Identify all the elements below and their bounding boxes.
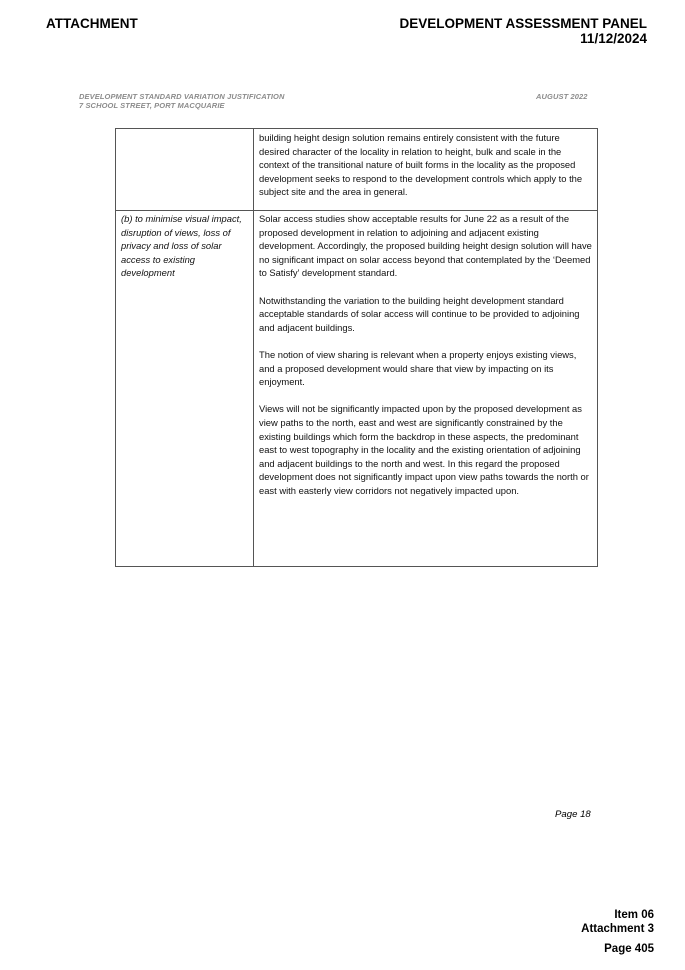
footer-page: Page 405: [604, 943, 654, 955]
doc-date: AUGUST 2022: [536, 92, 588, 101]
attachment-label: ATTACHMENT: [46, 16, 138, 31]
page-number: Page 18: [555, 809, 591, 820]
panel-title: DEVELOPMENT ASSESSMENT PANEL: [399, 16, 647, 31]
objective-cell: (b) to minimise visual impact, disruption of views, loss of privacy and loss of solar access to existing development: [116, 211, 254, 567]
response-cell: [254, 129, 598, 211]
doc-header-left: [79, 92, 285, 110]
response-paragraph: Views will not be significantly impacted upon by the proposed development as view paths to the north, east and west are significantly constrained by the existing buildings which form the backdrop in these aspects, the predominant east to west topography in the locality and the existing orientation of adjoining and adjacent buildings to the north and west. In this regard the proposed development does not significantly impact upon view paths towards the north or east with easterly view corridors not negatively impacted upon.: [259, 403, 589, 496]
table-row: [116, 129, 598, 211]
justification-table: [115, 128, 598, 567]
doc-title: DEVELOPMENT STANDARD VARIATION JUSTIFICATION: [79, 92, 285, 101]
doc-address: 7 SCHOOL STREET, PORT MACQUARIE: [79, 101, 225, 110]
panel-header: [399, 16, 647, 46]
footer-block: [581, 908, 654, 956]
panel-date: 11/12/2024: [580, 31, 647, 46]
response-cell: [254, 211, 598, 567]
item-label: Item 06: [614, 909, 654, 921]
attachment-number: Attachment 3: [581, 923, 654, 935]
response-paragraph: Notwithstanding the variation to the building height development standard acceptable standards of solar access will continue to be provided to adjoining and adjacent buildings.: [259, 294, 580, 333]
response-paragraph: building height design solution remains entirely consistent with the future desired character of the locality in relation to height, bulk and scale in the context of the transitional nature of built forms in the locality as the proposed development seeks to respond to the development controls which apply to the subject site and the area in general.: [259, 132, 583, 198]
table-row: [116, 211, 598, 567]
response-paragraph: Solar access studies show acceptable results for June 22 as a result of the proposed development in relation to adjoining and adjacent existing development. Accordingly, the proposed building height design solution will have no significant impact on solar access beyond that contemplated by the ‘Deemed to Satisfy’ development standard.: [259, 213, 592, 279]
response-paragraph: The notion of view sharing is relevant when a property enjoys existing views, and a proposed development would share that view by impacting on its enjoyment.: [259, 348, 577, 388]
objective-cell: [116, 129, 254, 211]
